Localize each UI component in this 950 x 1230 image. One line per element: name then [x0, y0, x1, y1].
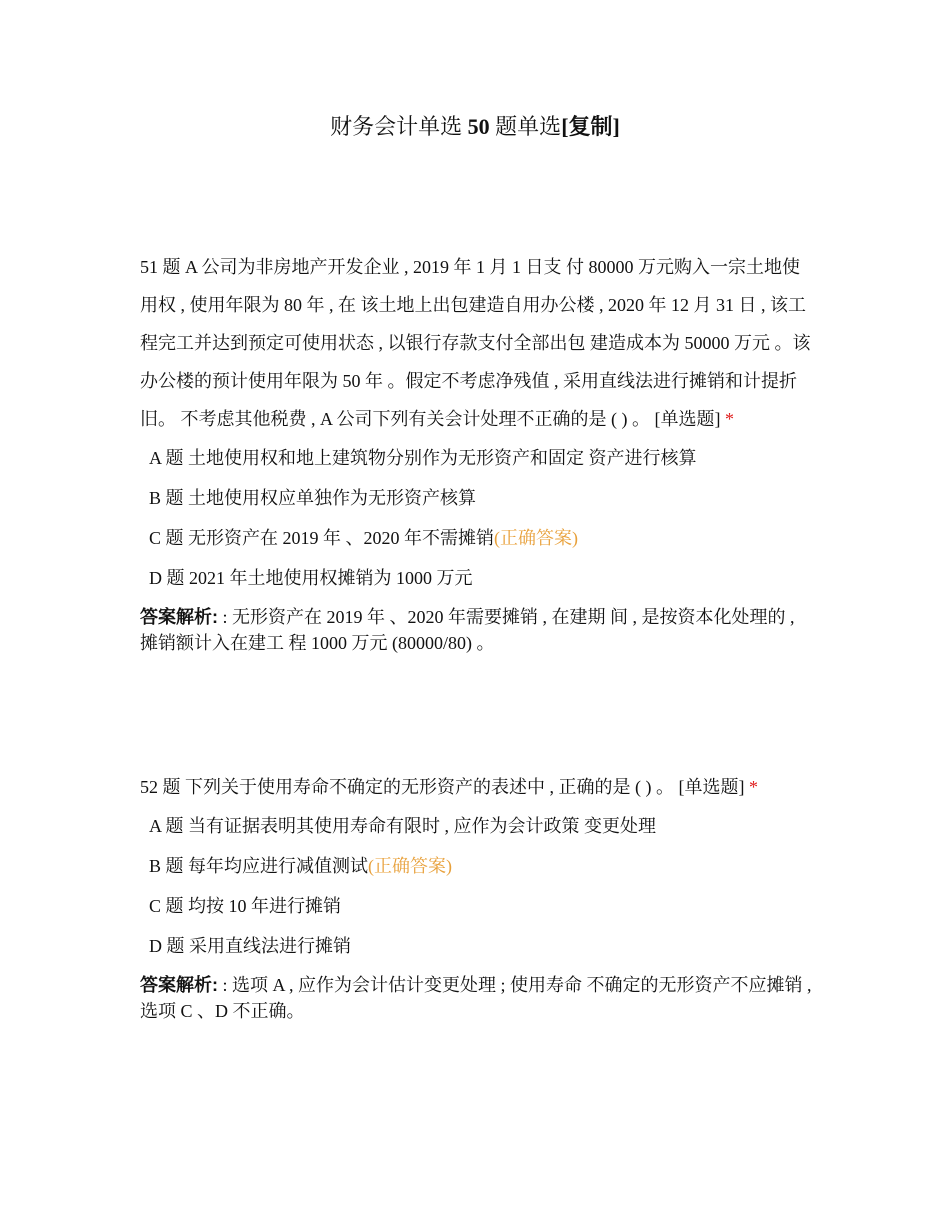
option-list: [140, 806, 815, 966]
option-text: B 题 土地使用权应单独作为无形资产核算: [149, 488, 477, 508]
option-text: A 题 土地使用权和地上建筑物分别作为无形资产和固定 资产进行核算: [149, 448, 697, 468]
correct-answer-tag: (正确答案): [494, 528, 579, 548]
option-text: C 题 均按 10 年进行摊销: [149, 896, 342, 916]
title-prefix: 财务会计单选: [330, 114, 463, 139]
option-a[interactable]: [140, 806, 815, 846]
page-title: [0, 111, 950, 143]
option-list: [140, 438, 815, 598]
explanation-text: : 无形资产在 2019 年 、2020 年需要摊销 , 在建期 间 , 是按资本化处理的 , 摊销额计入在建工 程 1000 万元 (80000/80) 。: [140, 607, 795, 653]
question-52: [140, 768, 815, 1024]
option-d[interactable]: [140, 926, 815, 966]
option-b[interactable]: [140, 478, 815, 518]
question-stem-text: 52 题 下列关于使用寿命不确定的无形资产的表述中 , 正确的是 ( ) 。 [单选题]: [140, 777, 745, 797]
option-c[interactable]: [140, 886, 815, 926]
required-mark: *: [748, 777, 758, 797]
explanation-label: 答案解析:: [140, 975, 218, 995]
question-51: [140, 248, 815, 656]
explanation-text: : 选项 A , 应作为会计估计变更处理 ; 使用寿命 不确定的无形资产不应摊销 , 选项 C 、D 不正确。: [140, 975, 812, 1021]
option-c[interactable]: [140, 518, 815, 558]
option-text: D 题 2021 年土地使用权摊销为 1000 万元: [149, 568, 473, 588]
option-text: D 题 采用直线法进行摊销: [149, 936, 351, 956]
answer-explanation: [140, 972, 815, 1024]
option-text: A 题 当有证据表明其使用寿命有限时 , 应作为会计政策 变更处理: [149, 816, 657, 836]
option-text: B 题 每年均应进行减值测试: [149, 856, 369, 876]
title-copy-tag: [复制]: [561, 114, 620, 139]
option-d[interactable]: [140, 558, 815, 598]
option-text: C 题 无形资产在 2019 年 、2020 年不需摊销: [149, 528, 495, 548]
correct-answer-tag: (正确答案): [368, 856, 453, 876]
question-stem-text: 51 题 A 公司为非房地产开发企业 , 2019 年 1 月 1 日支 付 80000 万元购入一宗土地使用权 , 使用年限为 80 年 , 在 该土地上出包建造自用办公楼 , 2020 年 12 月 31 日 , 该工 程完工并达到预定可使用状态 , 以银行存款支付全部出包 建造成本为 50000 万元 。该办公楼的预计使用年限为 50 年 。假定不考虑净残值 , 采用直线法进行摊销和计提折旧。 不考虑其他税费 , A 公司下列有关会计处理不正确的是 ( ) 。 [单选题]: [140, 257, 811, 429]
option-a[interactable]: [140, 438, 815, 478]
required-mark: *: [724, 409, 734, 429]
answer-explanation: [140, 604, 815, 656]
explanation-label: 答案解析:: [140, 607, 218, 627]
option-b[interactable]: [140, 846, 815, 886]
title-middle: 题单选: [495, 114, 562, 139]
question-stem: [140, 768, 815, 806]
question-stem: [140, 248, 815, 438]
title-number: 50: [467, 114, 490, 139]
